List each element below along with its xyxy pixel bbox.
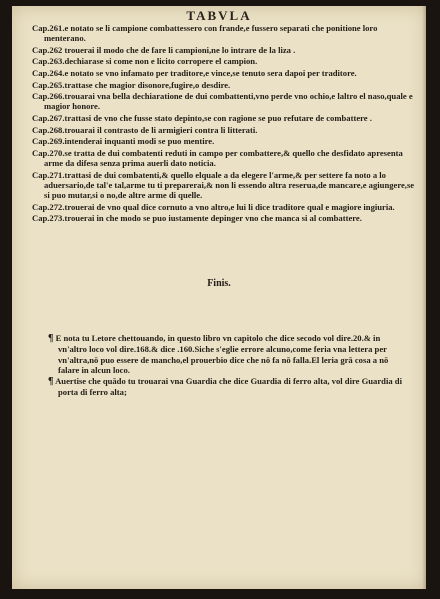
chapter-entry: Cap.269.intenderai inquanti modi se puo mentire.: [32, 136, 215, 147]
chapter-entry: Cap.264.e notato se vno infamato per traditore,e vince,se tenuto sera dapoi per traditore.: [32, 67, 357, 78]
pilcrow-icon: ¶: [48, 333, 54, 344]
chapter-entry: Cap.273.trouerai in che modo se puo iustamente depinger vno che manca si al combattere.: [32, 213, 362, 224]
book-page: [12, 6, 426, 589]
chapter-entry: Cap.267.trattasi de vno che fusse stato depinto,se con ragione se puo refutare de combattere .: [32, 112, 372, 123]
chapter-entry: Cap.272.trouerai de vno qual dice cornuto a vno altro,e lui li dice traditore qual e magiore ingiuria.: [32, 201, 395, 212]
reader-note: [48, 376, 403, 398]
reader-notes: [48, 333, 403, 399]
chapter-entry: Cap.262 trouerai il modo che de fare li campioni,ne lo intrare de la liza .: [32, 44, 296, 55]
chapter-entry: Cap.266.trouarai vna bella dechiaratione de dui combattenti,vno perde vno ochio,e laltro el naso,quale e magior honore.: [32, 91, 413, 112]
chapter-entry: Cap.265.trattase che magior disonore,fugire,o desdire.: [32, 79, 231, 90]
chapter-index-list: [32, 23, 416, 225]
reader-note-text: Auertise che quādo tu trouarai vna Guardia che dice Guardia di ferro alta, vol dire Guardia di porta di ferro alta;: [55, 376, 402, 398]
pilcrow-icon: ¶: [48, 376, 54, 388]
finis-label: Finis.: [207, 278, 231, 289]
chapter-entry: Cap.271.trattasi de dui combatenti,& quello elquale a da elegere l'arme,& per settere fa noto a lo aduersario,de tal'e tal,arme tu ti preparerai,& non li essendo altra reserua,de mancare,e agiungere,se si puo mutar,si o no,de altre arme di quelle.: [32, 169, 415, 200]
chapter-entry: Cap.261.e notato se li campione combattessero con frande,e fussero separati che ponitione loro menterano.: [32, 23, 378, 44]
chapter-entry: Cap.263.dechiarase si come non e licito corropere el campion.: [32, 56, 258, 67]
page-title: TABVLA: [186, 8, 252, 23]
chapter-entry: Cap.270.se tratta de dui combatenti reduti in campo per combattere,& quello che desfidato apresenta arme da difesa senza prima auerli dato noticia.: [32, 147, 403, 168]
chapter-entry: Cap.268.trouarai il contrasto de li armigieri contra li litterati.: [32, 124, 258, 135]
page-edge-shadow: [422, 6, 426, 589]
reader-note-text: E nota tu Letore chettouando, in questo libro vn capitolo che dice secodo vol dire.20.& in vn'altro loco vol dire.168.& dice .160.Siche s'eglie errore alcuno,come feria vna lettera per vn'altra,nō puo essere de mancho,el prouerbio dice che nō fa nō falla.El leria grā cosa a nō falare in alcun loco.: [55, 333, 389, 375]
reader-note: [48, 333, 403, 375]
